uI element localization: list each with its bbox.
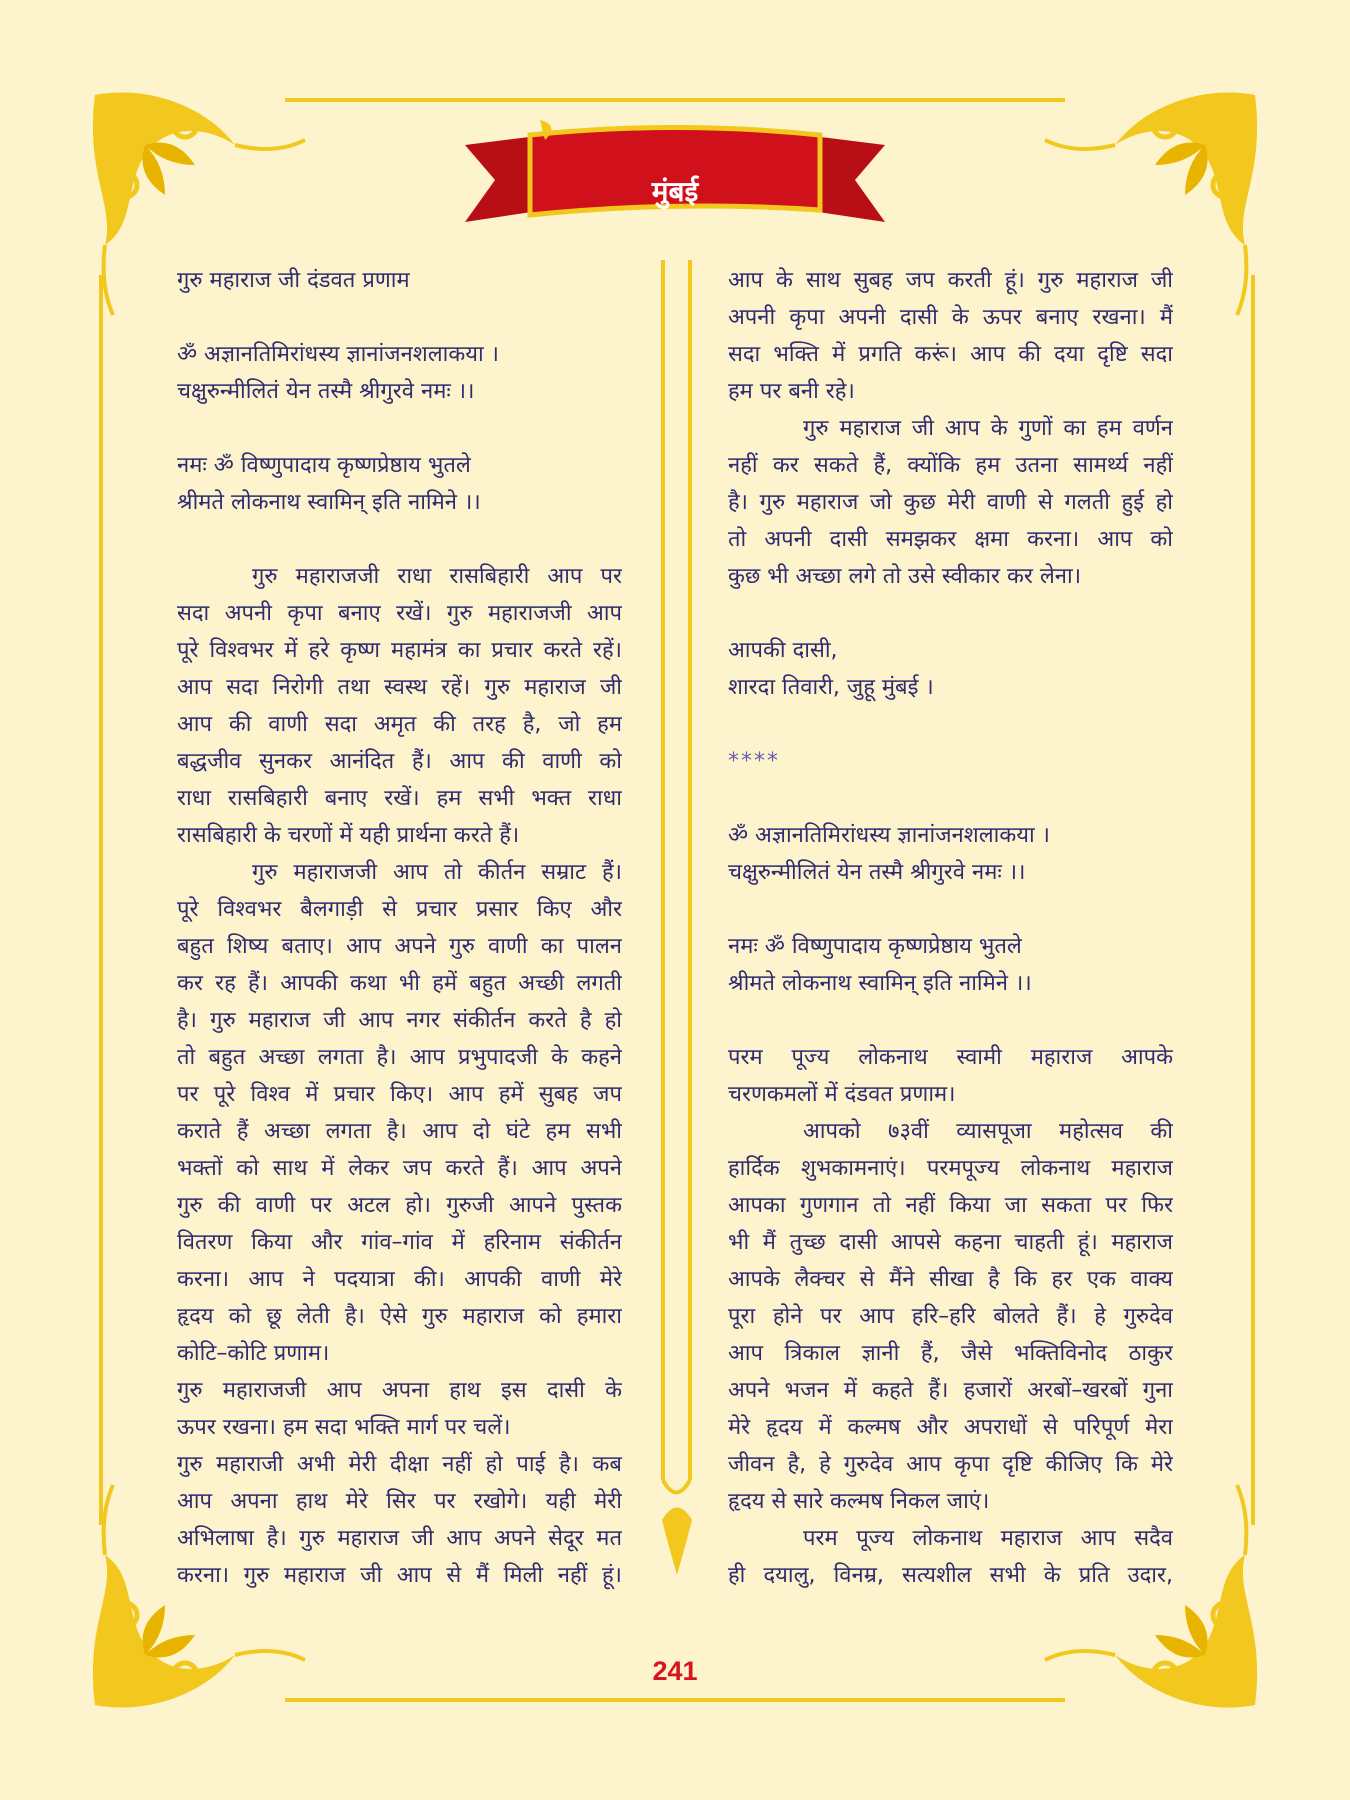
text-line: पर पूरे विश्व में प्रचार किए। आप हमें सुबह जप [177,1082,622,1107]
text-line: हार्दिक शुभकामनाएं। परमपूज्य लोकनाथ महाराज [728,1156,1173,1181]
text-line: आप की वाणी सदा अमृत की तरह है, जो हम [177,712,622,737]
text-line: रासबिहारी के चरणों में यही प्रार्थना करते हैं। [177,823,520,848]
text-line: नहीं कर सकते हैं, क्योंकि हम उतना सामर्थ्य नहीं [728,453,1173,478]
text-line: गुरु महाराजजी राधा रासबिहारी आप पर [252,564,622,589]
text-line: आपके लैक्चर से मैंने सीखा है कि हर एक वाक्य [728,1267,1173,1292]
right-column [728,262,1173,1594]
page-title: मुंबई [651,175,699,208]
text-line: शारदा तिवारी, जुहू मुंबई । [728,675,934,700]
text-line: हृदय को छू लेती है। ऐसे गुरु महाराज को हमारा [177,1304,622,1329]
text-line: अभिलाषा है। गुरु महाराज जी आप अपने सेदूर मत [177,1526,622,1551]
text-line: कर रह हैं। आपकी कथा भी हमें बहुत अच्छी लगती [177,971,622,996]
text-line: नमः ॐ विष्णुपादाय कृष्णप्रेष्ठाय भुतले [177,453,471,478]
text-line: पूरे विश्वभर बैलगाड़ी से प्रचार प्रसार किए और [177,897,622,922]
text-line: तो बहुत अच्छा लगता है। आप प्रभुपादजी के कहने [177,1045,622,1070]
text-line: भक्तों को साथ में लेकर जप करते हैं। आप अपने [177,1156,622,1181]
text-line: सदा अपनी कृपा बनाए रखें। गुरु महाराजजी आप [177,601,622,626]
text-line: कोटि–कोटि प्रणाम। [177,1341,330,1366]
text-line: अपनी कृपा अपनी दासी के ऊपर बनाए रखना। मैं [728,305,1173,330]
blank-line [728,780,1173,817]
blank-line [728,891,1173,928]
text-line: जीवन है, हे गुरुदेव आप कृपा दृष्टि कीजिए कि मेरे [728,1452,1173,1477]
text-line: ॐ अज्ञानतिमिरांधस्य ज्ञानांजनशलाकया । [728,823,1051,848]
divider-tip [662,1508,692,1576]
text-line: गुरु की वाणी पर अटल हो। गुरुजी आपने पुस्तक [177,1193,622,1218]
blank-line [728,595,1173,632]
text-line: आप त्रिकाल ज्ञानी हैं, जैसे भक्तिविनोद ठाकुर [728,1341,1173,1366]
text-line: ॐ अज्ञानतिमिरांधस्य ज्ञानांजनशलाकया । [177,342,500,367]
text-line: गुरु महाराजजी आप तो कीर्तन सम्राट हैं। [252,860,622,885]
text-line: वितरण किया और गांव–गांव में हरिनाम संकीर्तन [177,1230,622,1255]
blank-line [177,410,622,447]
text-line: है। गुरु महाराज जी आप नगर संकीर्तन करते है हो [177,1008,622,1033]
text-line: करना। आप ने पदयात्रा की। आपकी वाणी मेरे [177,1267,622,1292]
text-line: बहुत शिष्य बताए। आप अपने गुरु वाणी का पालन [177,934,622,959]
text-line: हृदय से सारे कल्मष निकल जाएं। [728,1489,990,1514]
text-line: गुरु महाराजजी आप अपना हाथ इस दासी के [177,1378,622,1403]
text-line: कुछ भी अच्छा लगे तो उसे स्वीकार कर लेना। [728,564,1082,589]
text-line: नमः ॐ विष्णुपादाय कृष्णप्रेष्ठाय भुतले [728,934,1022,959]
text-line: हम पर बनी रहे। [728,379,855,404]
text-line: पूरे विश्वभर में हरे कृष्ण महामंत्र का प्रचार करते रहें। [177,638,622,663]
text-line: आप के साथ सुबह जप करती हूं। गुरु महाराज जी [728,268,1173,293]
left-column [177,262,622,1594]
text-line: गुरु महाराज जी आप के गुणों का हम वर्णन [803,416,1173,441]
text-line: चक्षुरुन्मीलितं येन तस्मै श्रीगुरवे नमः ।। [728,860,1026,885]
page-number: 241 [652,1656,698,1686]
blank-line [728,1002,1173,1039]
text-line: परम पूज्य लोकनाथ स्वामी महाराज आपके [728,1045,1173,1070]
text-line: आप सदा निरोगी तथा स्वस्थ रहें। गुरु महाराज जी [177,675,622,700]
text-line: चरणकमलों में दंडवत प्रणाम। [728,1082,956,1107]
text-line: परम पूज्य लोकनाथ महाराज आप सदैव [803,1526,1173,1551]
text-line: श्रीमते लोकनाथ स्वामिन् इति नामिने ।। [728,971,1032,996]
text-line: आपका गुणगान तो नहीं किया जा सकता पर फिर [728,1193,1173,1218]
section-separator: **** [728,749,780,774]
text-line: तो अपनी दासी समझकर क्षमा करना। आप को [728,527,1173,552]
text-line: करना। गुरु महाराज जी आप से मैं मिली नहीं हूं। [177,1563,622,1588]
text-line: श्रीमते लोकनाथ स्वामिन् इति नामिने ।। [177,490,481,515]
text-line: कराते हैं अच्छा लगता है। आप दो घंटे हम सभी [177,1119,622,1144]
text-line: राधा रासबिहारी बनाए रखें। हम सभी भक्त राधा [177,786,622,811]
text-line: है। गुरु महाराज जो कुछ मेरी वाणी से गलती हुई हो [728,490,1173,515]
text-line: ही दयालु, विनम्र, सत्यशील सभी के प्रति उदार, [728,1563,1173,1588]
blank-line [728,706,1173,743]
text-line: अपने भजन में कहते हैं। हजारों अरबों–खरबों गुना [728,1378,1173,1403]
text-line: चक्षुरुन्मीलितं येन तस्मै श्रीगुरवे नमः ।। [177,379,475,404]
text-line: सदा भक्ति में प्रगति करूं। आप की दया दृष्टि सदा [728,342,1173,367]
blank-line [177,299,622,336]
text-line: पूरा होने पर आप हरि–हरि बोलते हैं। हे गुरुदेव [728,1304,1173,1329]
text-line: गुरु महाराज जी दंडवत प्रणाम [177,268,410,293]
blank-line [177,521,622,558]
text-line: भी मैं तुच्छ दासी आपसे कहना चाहती हूं। महाराज [728,1230,1173,1255]
text-line: आपको ७३वीं व्यासपूजा महोत्सव की [803,1119,1173,1144]
text-line: मेरे हृदय में कल्मष और अपराधों से परिपूर्ण मेरा [728,1415,1173,1440]
text-line: आप अपना हाथ मेरे सिर पर रखोगे। यही मेरी [177,1489,622,1514]
text-line: आपकी दासी, [728,638,838,663]
text-line: गुरु महाराजी अभी मेरी दीक्षा नहीं हो पाई है। कब [177,1452,622,1477]
text-line: ऊपर रखना। हम सदा भक्ति मार्ग पर चलें। [177,1415,511,1440]
text-line: बद्धजीव सुनकर आनंदित हैं। आप की वाणी को [177,749,622,774]
